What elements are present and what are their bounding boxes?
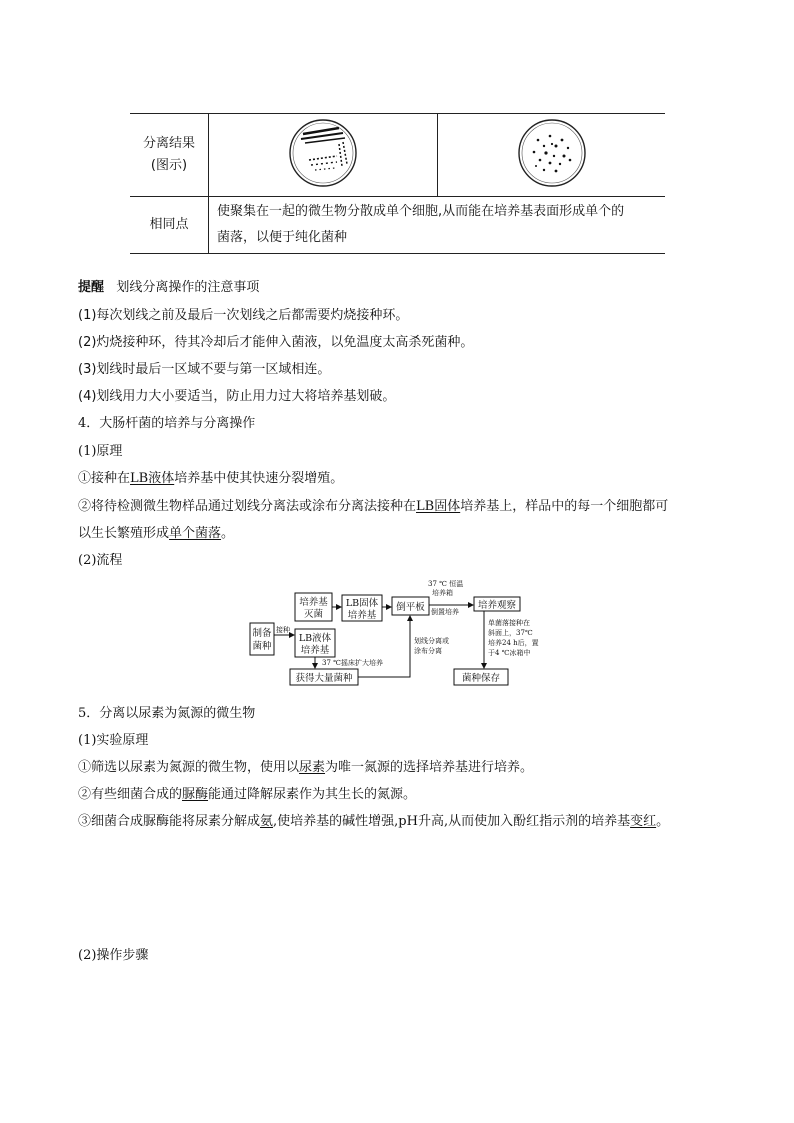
section4-principle-1: ①接种在LB液体培养基中使其快速分裂增殖。 bbox=[78, 471, 344, 486]
section5-heading: 5．分离以尿素为氮源的微生物 bbox=[78, 706, 256, 721]
label-result-line1: 分离结果 bbox=[142, 136, 195, 151]
answer-ammonia: 氨 bbox=[260, 814, 274, 829]
answer-lb-solid: LB固体 bbox=[416, 499, 461, 514]
streak-plate-image bbox=[287, 118, 359, 188]
flow-inoculate-label: 接种 bbox=[276, 626, 290, 634]
flow-pour: 倒平板 bbox=[396, 602, 425, 613]
table-row-result bbox=[130, 114, 665, 197]
flow-lbliquid-line2: 培养基 bbox=[300, 645, 330, 656]
flow-prep-line1: 制备 bbox=[252, 628, 272, 639]
flow-medium-line2: 灭菌 bbox=[303, 609, 324, 620]
flow-incubate-note-3: 倒置培养 bbox=[431, 608, 459, 616]
label-result-line2: (图示) bbox=[150, 158, 188, 173]
same-text-line2: 菌落，以便于纯化菌种 bbox=[217, 230, 348, 245]
flow-lbsolid-line2: 培养基 bbox=[347, 610, 377, 621]
row-same-text bbox=[209, 197, 666, 254]
answer-lb-liquid: LB液体 bbox=[130, 471, 175, 486]
flow-incubate-note-2: 培养箱 bbox=[432, 589, 453, 597]
flow-medium-line1: 培养基 bbox=[299, 597, 328, 608]
flow-streak-note-2: 涂布分离 bbox=[414, 647, 442, 655]
section4-heading: 4．大肠杆菌的培养与分离操作 bbox=[78, 416, 256, 431]
section4-principle-heading: (1)原理 bbox=[78, 444, 123, 459]
flow-preserve: 菌种保存 bbox=[461, 673, 501, 684]
row-label-same: 相同点 bbox=[130, 197, 209, 254]
flow-lbsolid-line1: LB固体 bbox=[345, 598, 379, 609]
flow-prep-line2: 菌种 bbox=[252, 641, 272, 652]
reminder-tag: 提醒 bbox=[78, 280, 105, 295]
spread-plate-image bbox=[516, 118, 588, 188]
answer-urease: 脲酶 bbox=[182, 787, 209, 802]
spread-plate-cell bbox=[438, 114, 665, 197]
reminder-heading: 划线分离操作的注意事项 bbox=[116, 280, 260, 295]
flow-get-strain: 获得大量菌种 bbox=[295, 673, 353, 684]
section4-principle-2: ②将待检测微生物样品通过划线分离法或涂布分离法接种在LB固体培养基上，样品中的每一个细胞都可 bbox=[78, 499, 669, 514]
flow-lbliquid-line1: LB液体 bbox=[298, 633, 332, 644]
section4-principle-3: 以生长繁殖形成单个菌落。 bbox=[78, 526, 235, 541]
reminder-item-4: (4)划线用力大小要适当，防止用力过大将培养基划破。 bbox=[78, 389, 396, 404]
answer-urea: 尿素 bbox=[299, 760, 326, 775]
section5-principle-3: ③细菌合成脲酶能将尿素分解成氨,使培养基的碱性增强,pH升高,从而使加入酚红指示剂的培养基变红。 bbox=[78, 814, 670, 829]
section4-flow-heading: (2)流程 bbox=[78, 553, 123, 568]
flow-observe: 培养观察 bbox=[477, 600, 517, 611]
answer-single-colony: 单个菌落 bbox=[169, 526, 222, 541]
comparison-table bbox=[130, 113, 665, 254]
process-flow-diagram bbox=[238, 577, 558, 689]
reminder-item-3: (3)划线时最后一区域不要与第一区域相连。 bbox=[78, 362, 331, 377]
section5-steps-heading: (2)操作步骤 bbox=[78, 948, 149, 963]
flow-store-note-1: 单菌落接种在 bbox=[488, 619, 530, 627]
flow-shake-note: 37 ℃摇床扩大培养 bbox=[322, 659, 383, 667]
answer-turns-red: 变红 bbox=[630, 814, 657, 829]
section5-principle-heading: (1)实验原理 bbox=[78, 733, 149, 748]
flow-streak-note-1: 划线分离或 bbox=[414, 637, 449, 645]
table-row-same bbox=[130, 197, 665, 254]
row-label-result bbox=[130, 114, 209, 197]
flow-store-note-3: 培养24 h后，置 bbox=[488, 639, 539, 647]
section5-principle-1: ①筛选以尿素为氮源的微生物，使用以尿素为唯一氮源的选择培养基进行培养。 bbox=[78, 760, 534, 775]
flow-incubate-note-1: 37 ℃ 恒温 bbox=[428, 580, 464, 588]
flow-store-note-4: 于4 ℃冰箱中 bbox=[488, 649, 531, 657]
reminder-item-1: (1)每次划线之前及最后一次划线之后都需要灼烧接种环。 bbox=[78, 308, 409, 323]
flow-store-note-2: 斜面上，37℃ bbox=[488, 629, 533, 637]
reminder-item-2: (2)灼烧接种环，待其冷却后才能伸入菌液，以免温度太高杀死菌种。 bbox=[78, 335, 474, 350]
section5-principle-2: ②有些细菌合成的脲酶能通过降解尿素作为其生长的氮源。 bbox=[78, 787, 417, 802]
reminder-title bbox=[78, 278, 259, 298]
streak-plate-cell bbox=[209, 114, 438, 197]
same-text-line1: 使聚集在一起的微生物分散成单个细胞,从而能在培养基表面形成单个的 bbox=[217, 204, 625, 219]
